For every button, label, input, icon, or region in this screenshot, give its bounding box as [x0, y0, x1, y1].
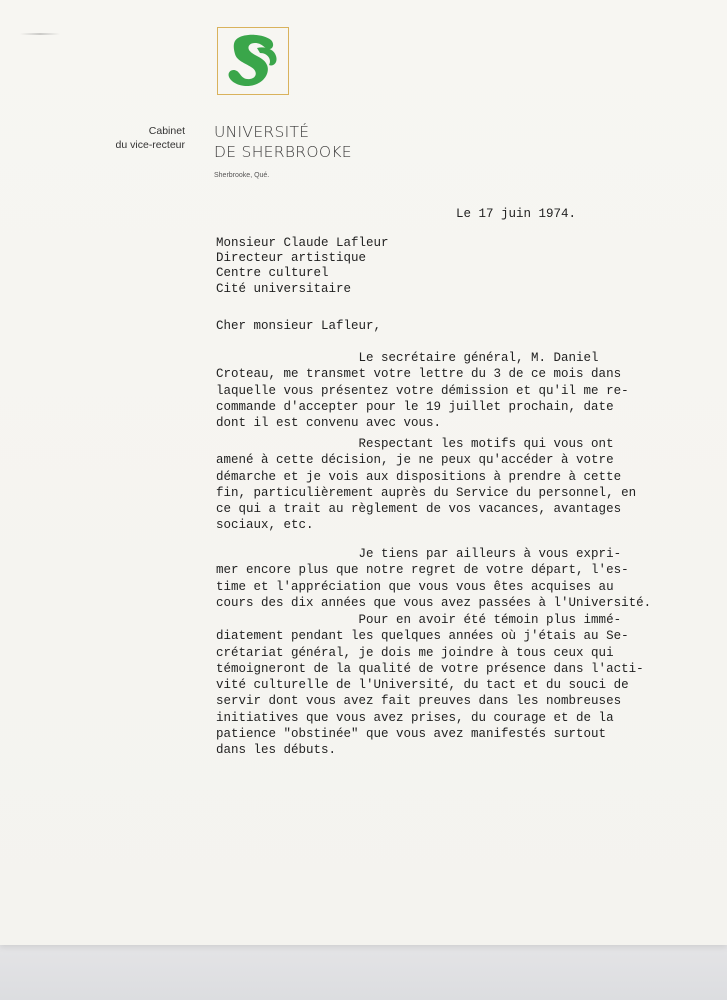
paragraph-line: Pour en avoir été témoin plus immé-	[216, 613, 622, 627]
paragraph-line: Le secrétaire général, M. Daniel	[216, 351, 599, 365]
paragraph-line: Respectant les motifs qui vous ont	[216, 437, 614, 451]
paragraph-line: commande d'accepter pour le 19 juillet prochain, date	[216, 399, 614, 414]
cabinet-label	[116, 124, 185, 152]
letterhead-city: Sherbrooke, Qué.	[214, 172, 270, 179]
recipient-line: Centre culturel	[216, 266, 329, 281]
body-paragraph	[216, 546, 651, 611]
paragraph-line: vité culturelle de l'Université, du tact et du souci de	[216, 678, 629, 693]
paragraph-line: démarche et je vois aux dispositions à prendre à cette	[216, 469, 622, 484]
university-logo	[217, 27, 289, 95]
recipient-line: Monsieur Claude Lafleur	[216, 236, 389, 250]
university-name	[214, 122, 352, 162]
paragraph-line: fin, particulièrement auprès du Service du personnel, en	[216, 485, 637, 500]
paragraph-line: témoigneront de la qualité de votre présence dans l'acti-	[216, 661, 644, 676]
recipient-line: Directeur artistique	[216, 251, 367, 266]
paragraph-line: crétariat général, je dois me joindre à tous ceux qui	[216, 645, 614, 660]
paragraph-line: cours des dix années que vous avez passées à l'Université.	[216, 595, 652, 610]
paragraph-line: ce qui a trait au règlement de vos vacances, avantages	[216, 502, 622, 517]
paragraph-line: Je tiens par ailleurs à vous expri-	[216, 547, 622, 561]
recipient-line: Cité universitaire	[216, 281, 352, 296]
university-name-line: DE SHERBROOKE	[214, 143, 352, 161]
paragraph-line: patience "obstinée" que vous avez manifestés surtout	[216, 727, 607, 742]
paragraph-line: laquelle vous présentez votre démission et qu'il me re-	[216, 383, 629, 398]
paragraph-line: mer encore plus que notre regret de votre départ, l'es-	[216, 563, 629, 578]
cabinet-line: du vice-recteur	[115, 139, 185, 151]
recipient-address	[216, 236, 389, 297]
paragraph-line: sociaux, etc.	[216, 518, 314, 533]
body-paragraph	[216, 350, 629, 431]
body-paragraph	[216, 612, 644, 759]
university-name-line: UNIVERSITÉ	[214, 123, 310, 141]
paragraph-line: time et l'appréciation que vous vous êtes acquises au	[216, 579, 614, 594]
paragraph-line: Croteau, me transmet votre lettre du 3 de ce mois dans	[216, 367, 622, 382]
paragraph-line: servir dont vous avez fait preuves dans les nombreuses	[216, 694, 622, 709]
letter-date: Le 17 juin 1974.	[456, 207, 577, 221]
cabinet-line: Cabinet	[148, 125, 185, 137]
paragraph-line: amené à cette décision, je ne peux qu'accéder à votre	[216, 453, 614, 468]
salutation: Cher monsieur Lafleur,	[216, 319, 382, 333]
paragraph-line: diatement pendant les quelques années où j'étais au Se-	[216, 629, 629, 644]
paragraph-line: dont il est convenu avec vous.	[216, 416, 442, 431]
sherbrooke-s-logo-icon	[224, 34, 282, 88]
paragraph-line: dans les débuts.	[216, 743, 337, 758]
body-paragraph	[216, 436, 636, 534]
paragraph-line: initiatives que vous avez prises, du courage et de la	[216, 710, 614, 725]
